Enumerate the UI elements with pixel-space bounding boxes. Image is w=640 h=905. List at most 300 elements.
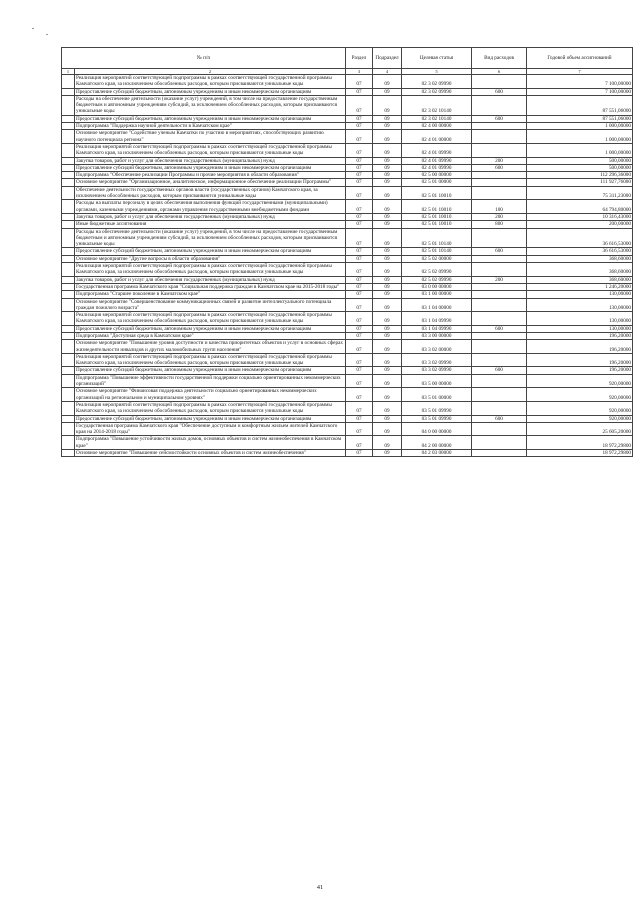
- row-target-article: 03 1 04 09990: [402, 325, 472, 332]
- row-target-article: 02 4 01 09990: [402, 143, 472, 157]
- row-name: Расходы на обеспечение деятельности (оказание услуг) учреждений, в том числе на предоставление государственным бюджетным и автономным учреждениям субсидий, за исключением обособленных расходов, которым присваиваются уникальные коды: [75, 95, 346, 115]
- row-expense-type: 200: [472, 157, 527, 164]
- row-subsection: 09: [373, 388, 402, 402]
- table-header-row: [62, 48, 633, 69]
- row-target-article: 02 5 01 10010: [402, 186, 472, 200]
- row-subsection: 09: [373, 436, 402, 450]
- row-expense-type: [472, 388, 527, 402]
- row-target-article: 03 5 00 00000: [402, 374, 472, 388]
- row-subsection: 09: [373, 143, 402, 157]
- table-row: [62, 388, 633, 402]
- row-expense-type: 600: [472, 248, 527, 255]
- row-section: 07: [346, 157, 373, 164]
- row-subsection: 09: [373, 130, 402, 144]
- row-target-article: 02 5 01 10140: [402, 248, 472, 255]
- row-target-article: 02 3 02 10140: [402, 115, 472, 122]
- table-row: [62, 291, 633, 298]
- row-target-article: 03 5 01 00000: [402, 388, 472, 402]
- row-expense-type: [472, 353, 527, 367]
- row-target-article: 02 5 02 00000: [402, 255, 472, 262]
- row-name: Предоставление субсидий бюджетным, автономным учреждениям и иным некоммерческим организациям: [75, 164, 346, 171]
- row-section: 07: [346, 276, 373, 283]
- row-annual-sum: 1 246,20000: [527, 283, 633, 290]
- table-row: [62, 115, 633, 122]
- table-row: [62, 276, 633, 283]
- row-section: 07: [346, 255, 373, 262]
- row-expense-type: [472, 228, 527, 248]
- budget-document: [61, 47, 632, 457]
- row-section: 07: [346, 186, 373, 200]
- row-section: 07: [346, 75, 373, 89]
- row-subsection: 09: [373, 88, 402, 95]
- row-name: Предоставление субсидий бюджетным, автономным учреждениям и иным некоммерческим организациям: [75, 415, 346, 422]
- row-annual-sum: 1 000,00000: [527, 130, 633, 144]
- row-subsection: 09: [373, 255, 402, 262]
- row-index-cell: [62, 123, 75, 130]
- row-target-article: 03 5 01 09990: [402, 415, 472, 422]
- scan-speck: [32, 28, 34, 29]
- column-index: 5: [402, 69, 472, 75]
- row-name: Подпрограмма "Доступная среда в Камчатском крае": [75, 332, 346, 339]
- row-subsection: 09: [373, 450, 402, 457]
- row-expense-type: [472, 123, 527, 130]
- table-row: [62, 75, 633, 89]
- table-body: [62, 75, 633, 457]
- row-target-article: 03 0 00 00000: [402, 283, 472, 290]
- row-subsection: 09: [373, 75, 402, 89]
- row-subsection: 09: [373, 291, 402, 298]
- table-row: [62, 200, 633, 214]
- row-annual-sum: 25 605,20000: [527, 422, 633, 436]
- table-row: [62, 263, 633, 277]
- row-subsection: 09: [373, 374, 402, 388]
- row-name: Государственная программа Камчатского края "Обеспечение доступным и комфортным жильем жителей Камчатского края на 2014-2018 годы": [75, 422, 346, 436]
- row-subsection: 09: [373, 353, 402, 367]
- header-expense-type: Вид расходов: [472, 48, 527, 69]
- row-target-article: 03 3 00 00000: [402, 332, 472, 339]
- row-target-article: 02 4 00 00000: [402, 123, 472, 130]
- row-section: 07: [346, 115, 373, 122]
- row-index-cell: [62, 367, 75, 374]
- row-subsection: 09: [373, 312, 402, 326]
- row-target-article: 03 1 04 09990: [402, 312, 472, 326]
- row-expense-type: 600: [472, 88, 527, 95]
- row-section: 07: [346, 263, 373, 277]
- row-annual-sum: 368,60000: [527, 255, 633, 262]
- row-expense-type: [472, 340, 527, 354]
- column-index: 2: [75, 69, 346, 75]
- row-name: Реализация мероприятий соответствующей подпрограммы в рамках соответствующей государственной программы Камчатского края, за исключением обособленных расходов, которым присваиваются уникальные коды: [75, 143, 346, 157]
- row-expense-type: [472, 143, 527, 157]
- row-target-article: 03 5 01 09990: [402, 401, 472, 415]
- row-subsection: 09: [373, 415, 402, 422]
- row-expense-type: [472, 263, 527, 277]
- row-index-cell: [62, 213, 75, 220]
- row-section: 07: [346, 164, 373, 171]
- row-name: Государственная программа Камчатского края "Социальная поддержка граждан в Камчатском крае на 2015-2018 годы": [75, 283, 346, 290]
- row-section: 07: [346, 123, 373, 130]
- table-row: [62, 130, 633, 144]
- row-name: Реализация мероприятий соответствующей подпрограммы в рамках соответствующей государственной программы Камчатского края, за исключением обособленных расходов, которым присваиваются уникальные коды: [75, 75, 346, 89]
- table-row: [62, 255, 633, 262]
- row-annual-sum: 130,00000: [527, 312, 633, 326]
- row-subsection: 09: [373, 340, 402, 354]
- row-index-cell: [62, 401, 75, 415]
- row-name: Подпрограмма "Повышение эффективности государственной поддержки социально ориентированных некоммерческих организаций": [75, 374, 346, 388]
- row-name: Основное мероприятие "Повышение уровня доступности и качества приоритетных объектов и услуг в основных сферах жизнедеятельности инвалидов и других маломобильных групп населения": [75, 340, 346, 354]
- header-num: № п/п: [62, 48, 346, 69]
- row-expense-type: [472, 312, 527, 326]
- row-name: Основное мероприятие "Другие вопросы в области образования": [75, 255, 346, 262]
- row-annual-sum: 111 927,76000: [527, 179, 633, 186]
- row-target-article: 03 1 00 00000: [402, 291, 472, 298]
- row-index-cell: [62, 340, 75, 354]
- row-target-article: 02 5 01 00000: [402, 179, 472, 186]
- row-annual-sum: 196,20000: [527, 353, 633, 367]
- table-row: [62, 283, 633, 290]
- table-row: [62, 436, 633, 450]
- column-index: 1: [62, 69, 75, 75]
- row-index-cell: [62, 291, 75, 298]
- row-expense-type: 600: [472, 164, 527, 171]
- row-expense-type: [472, 95, 527, 115]
- row-subsection: 09: [373, 123, 402, 130]
- row-expense-type: 200: [472, 276, 527, 283]
- column-index: 4: [373, 69, 402, 75]
- row-index-cell: [62, 228, 75, 248]
- row-section: 07: [346, 221, 373, 228]
- row-annual-sum: 130,00000: [527, 291, 633, 298]
- header-annual-sum: Годовой объем ассигнований: [527, 48, 633, 69]
- row-annual-sum: 196,20000: [527, 332, 633, 339]
- table-row: [62, 123, 633, 130]
- row-name: Обеспечение деятельности государственных органов власти (государственных органов) Камчатского края, за исключением обособленных расходов, которым присваиваются уникальные коды: [75, 186, 346, 200]
- row-name: Предоставление субсидий бюджетным, автономным учреждениям и иным некоммерческим организациям: [75, 325, 346, 332]
- row-annual-sum: 130,00000: [527, 298, 633, 312]
- row-annual-sum: 10 316,43000: [527, 213, 633, 220]
- table-row: [62, 374, 633, 388]
- row-name: Реализация мероприятий соответствующей подпрограммы в рамках соответствующей государственной программы Камчатского края, за исключением обособленных расходов, которым присваиваются уникальные коды: [75, 401, 346, 415]
- row-annual-sum: 368,60000: [527, 276, 633, 283]
- row-index-cell: [62, 422, 75, 436]
- row-index-cell: [62, 164, 75, 171]
- row-name: Расходы на выплаты персоналу в целях обеспечения выполнения функций государственными (муниципальными) органами, казенными учреждениями, органами управления государственными внебюджетными фондами: [75, 200, 346, 214]
- row-target-article: 02 5 01 10010: [402, 213, 472, 220]
- table-row: [62, 325, 633, 332]
- row-name: Основное мероприятие "Повышение сейсмостойкости основных объектов и систем жизнеобеспечения": [75, 450, 346, 457]
- row-annual-sum: 1 000,00000: [527, 123, 633, 130]
- table-row: [62, 95, 633, 115]
- row-target-article: 02 5 02 09990: [402, 276, 472, 283]
- row-index-cell: [62, 374, 75, 388]
- row-name: Реализация мероприятий соответствующей подпрограммы в рамках соответствующей государственной программы Камчатского края, за исключением обособленных расходов, которым присваиваются уникальные коды: [75, 353, 346, 367]
- row-annual-sum: 87 551,06000: [527, 115, 633, 122]
- row-target-article: 02 3 02 09990: [402, 88, 472, 95]
- row-name: Основное мероприятие "Совершенствование коммуникационных связей и развитие интеллектуального потенциала граждан пожилого возраста": [75, 298, 346, 312]
- row-annual-sum: 36 616,53000: [527, 228, 633, 248]
- budget-table: [61, 47, 633, 457]
- row-section: 07: [346, 325, 373, 332]
- row-annual-sum: 500,00000: [527, 157, 633, 164]
- row-section: 07: [346, 130, 373, 144]
- row-subsection: 09: [373, 228, 402, 248]
- table-row: [62, 179, 633, 186]
- row-index-cell: [62, 436, 75, 450]
- row-subsection: 09: [373, 263, 402, 277]
- row-target-article: 02 3 02 09990: [402, 75, 472, 89]
- row-index-cell: [62, 186, 75, 200]
- row-subsection: 09: [373, 172, 402, 179]
- row-section: 07: [346, 248, 373, 255]
- table-row: [62, 401, 633, 415]
- row-target-article: 03 3 02 00000: [402, 340, 472, 354]
- row-subsection: 09: [373, 325, 402, 332]
- row-expense-type: [472, 172, 527, 179]
- row-target-article: 02 5 00 00000: [402, 172, 472, 179]
- table-row: [62, 157, 633, 164]
- row-target-article: 02 4 01 00000: [402, 130, 472, 144]
- row-annual-sum: 1 000,00000: [527, 143, 633, 157]
- row-target-article: 02 5 02 09990: [402, 263, 472, 277]
- row-section: 07: [346, 200, 373, 214]
- row-target-article: 03 1 04 00000: [402, 298, 472, 312]
- row-name: Предоставление субсидий бюджетным, автономным учреждениям и иным некоммерческим организациям: [75, 367, 346, 374]
- row-expense-type: [472, 75, 527, 89]
- row-index-cell: [62, 221, 75, 228]
- row-section: 07: [346, 340, 373, 354]
- row-annual-sum: 18 972,29800: [527, 436, 633, 450]
- row-section: 07: [346, 374, 373, 388]
- row-name: Подпрограмма "Старшее поколение в Камчатском крае": [75, 291, 346, 298]
- table-row: [62, 422, 633, 436]
- row-annual-sum: 87 551,06000: [527, 95, 633, 115]
- scan-speck: [46, 34, 48, 35]
- row-name: Иные бюджетные ассигнования: [75, 221, 346, 228]
- row-section: 07: [346, 88, 373, 95]
- row-target-article: 02 5 01 10140: [402, 228, 472, 248]
- row-index-cell: [62, 157, 75, 164]
- table-row: [62, 415, 633, 422]
- page-number: 41: [316, 884, 324, 891]
- table-row: [62, 353, 633, 367]
- table-row: [62, 450, 633, 457]
- row-index-cell: [62, 325, 75, 332]
- row-index-cell: [62, 332, 75, 339]
- row-annual-sum: 920,00000: [527, 388, 633, 402]
- row-annual-sum: 7 100,00000: [527, 88, 633, 95]
- row-name: Закупка товаров, работ и услуг для обеспечения государственных (муниципальных) нужд: [75, 213, 346, 220]
- row-section: 07: [346, 312, 373, 326]
- row-annual-sum: 7 100,00000: [527, 75, 633, 89]
- row-index-cell: [62, 172, 75, 179]
- row-annual-sum: 18 972,29800: [527, 450, 633, 457]
- row-name: Основное мероприятие "Содействие ученым Камчатки по участию в мероприятиях, способствующих развитию научного потенциала региона": [75, 130, 346, 144]
- row-name: Закупка товаров, работ и услуг для обеспечения государственных (муниципальных) нужд: [75, 157, 346, 164]
- row-name: Реализация мероприятий соответствующей подпрограммы в рамках соответствующей государственной программы Камчатского края, за исключением обособленных расходов, которым присваиваются уникальные коды: [75, 263, 346, 277]
- row-index-cell: [62, 283, 75, 290]
- row-expense-type: [472, 186, 527, 200]
- row-index-cell: [62, 298, 75, 312]
- row-subsection: 09: [373, 332, 402, 339]
- row-target-article: 02 3 02 10140: [402, 95, 472, 115]
- row-expense-type: [472, 401, 527, 415]
- row-expense-type: [472, 291, 527, 298]
- table-row: [62, 186, 633, 200]
- row-annual-sum: 196,20000: [527, 367, 633, 374]
- row-annual-sum: 64 794,80000: [527, 200, 633, 214]
- row-annual-sum: 200,00000: [527, 221, 633, 228]
- row-subsection: 09: [373, 179, 402, 186]
- row-expense-type: 800: [472, 221, 527, 228]
- header-section: Раздел: [346, 48, 373, 69]
- row-index-cell: [62, 115, 75, 122]
- row-subsection: 09: [373, 213, 402, 220]
- row-section: 07: [346, 283, 373, 290]
- row-expense-type: [472, 332, 527, 339]
- row-section: 07: [346, 450, 373, 457]
- row-section: 07: [346, 353, 373, 367]
- row-annual-sum: 500,00000: [527, 164, 633, 171]
- row-section: 07: [346, 228, 373, 248]
- row-target-article: 02 4 01 09990: [402, 157, 472, 164]
- row-subsection: 09: [373, 248, 402, 255]
- row-annual-sum: 112 296,36000: [527, 172, 633, 179]
- row-section: 07: [346, 95, 373, 115]
- row-annual-sum: 368,60000: [527, 263, 633, 277]
- row-index-cell: [62, 353, 75, 367]
- row-index-cell: [62, 388, 75, 402]
- row-section: 07: [346, 436, 373, 450]
- row-expense-type: [472, 374, 527, 388]
- row-annual-sum: 920,00000: [527, 415, 633, 422]
- row-expense-type: 600: [472, 415, 527, 422]
- row-section: 07: [346, 291, 373, 298]
- row-annual-sum: 130,00000: [527, 325, 633, 332]
- row-target-article: 02 5 01 10010: [402, 200, 472, 214]
- row-section: 07: [346, 298, 373, 312]
- row-section: 07: [346, 388, 373, 402]
- row-subsection: 09: [373, 276, 402, 283]
- row-section: 07: [346, 172, 373, 179]
- row-expense-type: [472, 450, 527, 457]
- row-index-cell: [62, 255, 75, 262]
- row-subsection: 09: [373, 283, 402, 290]
- row-index-cell: [62, 248, 75, 255]
- row-expense-type: [472, 283, 527, 290]
- row-expense-type: [472, 179, 527, 186]
- table-row: [62, 340, 633, 354]
- table-row: [62, 164, 633, 171]
- table-row: [62, 143, 633, 157]
- row-index-cell: [62, 88, 75, 95]
- row-name: Предоставление субсидий бюджетным, автономным учреждениям и иным некоммерческим организациям: [75, 115, 346, 122]
- row-expense-type: [472, 298, 527, 312]
- row-index-cell: [62, 312, 75, 326]
- row-expense-type: 600: [472, 367, 527, 374]
- table-row: [62, 88, 633, 95]
- row-index-cell: [62, 143, 75, 157]
- row-index-cell: [62, 75, 75, 89]
- table-row: [62, 221, 633, 228]
- row-annual-sum: 920,00000: [527, 374, 633, 388]
- row-annual-sum: 196,20000: [527, 340, 633, 354]
- row-index-cell: [62, 200, 75, 214]
- column-index: 7: [527, 69, 633, 75]
- row-expense-type: 200: [472, 213, 527, 220]
- row-subsection: 09: [373, 298, 402, 312]
- row-index-cell: [62, 276, 75, 283]
- row-annual-sum: 36 616,53000: [527, 248, 633, 255]
- row-index-cell: [62, 130, 75, 144]
- row-target-article: 03 3 02 09990: [402, 353, 472, 367]
- row-expense-type: 100: [472, 200, 527, 214]
- column-index: 6: [472, 69, 527, 75]
- row-index-cell: [62, 450, 75, 457]
- table-row: [62, 367, 633, 374]
- row-section: 07: [346, 332, 373, 339]
- row-subsection: 09: [373, 221, 402, 228]
- row-name: Закупка товаров, работ и услуг для обеспечения государственных (муниципальных) нужд: [75, 276, 346, 283]
- row-target-article: 03 3 02 09990: [402, 367, 472, 374]
- table-row: [62, 248, 633, 255]
- row-name: Основное мероприятие "Организационное, аналитическое, информационное обеспечение реализации Программы": [75, 179, 346, 186]
- row-target-article: 04 2 03 00000: [402, 450, 472, 457]
- row-subsection: 09: [373, 422, 402, 436]
- row-section: 07: [346, 367, 373, 374]
- row-name: Предоставление субсидий бюджетным, автономным учреждениям и иным некоммерческим организациям: [75, 88, 346, 95]
- row-expense-type: 600: [472, 325, 527, 332]
- row-name: Подпрограмма "Обеспечение реализации Программы и прочие мероприятия в области образования": [75, 172, 346, 179]
- row-subsection: 09: [373, 115, 402, 122]
- table-row: [62, 172, 633, 179]
- row-subsection: 09: [373, 157, 402, 164]
- row-name: Предоставление субсидий бюджетным, автономным учреждениям и иным некоммерческим организациям: [75, 248, 346, 255]
- row-index-cell: [62, 179, 75, 186]
- row-target-article: 04 0 00 00000: [402, 422, 472, 436]
- row-section: 07: [346, 415, 373, 422]
- row-index-cell: [62, 415, 75, 422]
- table-row: [62, 298, 633, 312]
- row-annual-sum: 75 311,23000: [527, 186, 633, 200]
- row-expense-type: [472, 255, 527, 262]
- row-subsection: 09: [373, 367, 402, 374]
- header-subsection: Подраздел: [373, 48, 402, 69]
- row-name: Подпрограмма "Повышение устойчивости жилых домов, основных объектов и систем жизнеобеспечения в Камчатском крае": [75, 436, 346, 450]
- row-index-cell: [62, 263, 75, 277]
- row-subsection: 09: [373, 401, 402, 415]
- row-name: Основное мероприятие "Финансовая поддержка деятельности социально ориентированных некоммерческих организаций на региональном и муниципальном уровнях": [75, 388, 346, 402]
- table-row: [62, 332, 633, 339]
- row-target-article: 02 5 01 10010: [402, 221, 472, 228]
- row-section: 07: [346, 401, 373, 415]
- row-subsection: 09: [373, 95, 402, 115]
- row-section: 07: [346, 422, 373, 436]
- row-expense-type: [472, 436, 527, 450]
- row-section: 07: [346, 213, 373, 220]
- row-target-article: 02 4 01 09990: [402, 164, 472, 171]
- row-annual-sum: 920,00000: [527, 401, 633, 415]
- row-expense-type: [472, 130, 527, 144]
- row-target-article: 04 2 00 00000: [402, 436, 472, 450]
- row-index-cell: [62, 95, 75, 115]
- row-subsection: 09: [373, 200, 402, 214]
- row-name: Реализация мероприятий соответствующей подпрограммы в рамках соответствующей государственной программы Камчатского края, за исключением обособленных расходов, которым присваиваются уникальные коды: [75, 312, 346, 326]
- header-target-article: Целевая статья: [402, 48, 472, 69]
- table-row: [62, 312, 633, 326]
- table-row: [62, 213, 633, 220]
- row-expense-type: 600: [472, 115, 527, 122]
- row-subsection: 09: [373, 164, 402, 171]
